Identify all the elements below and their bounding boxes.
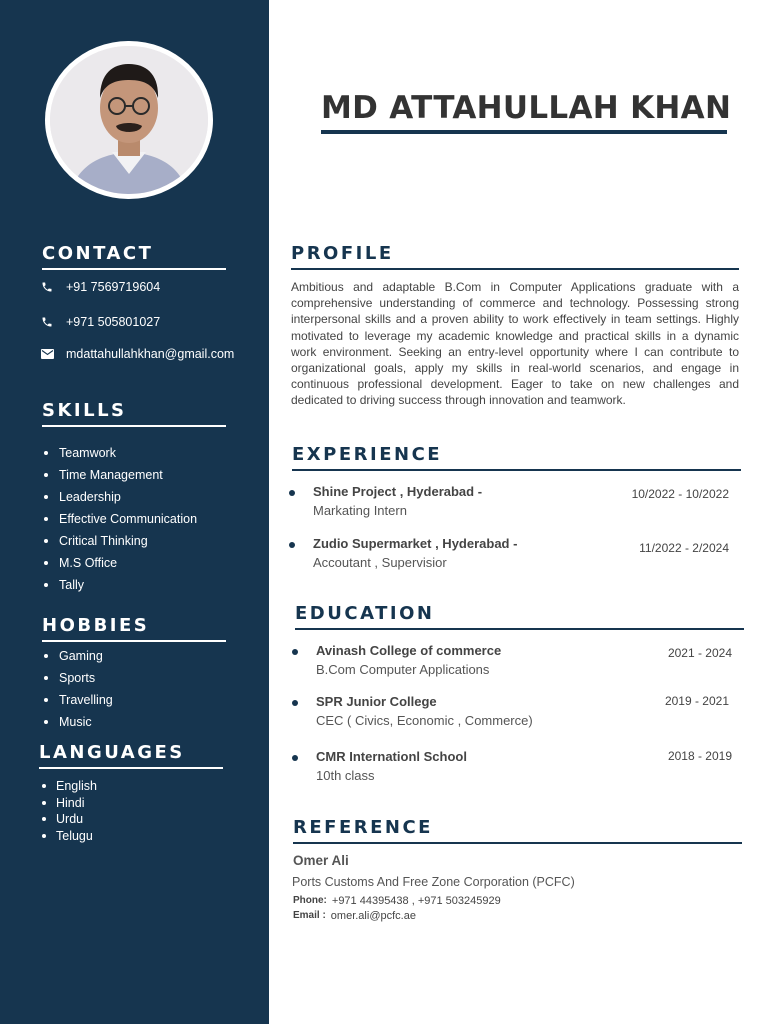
reference-organization: Ports Customs And Free Zone Corporation (PCFC) [292,875,575,889]
contact-phone-2 [41,315,160,329]
experience-role: Accoutant , Supervisior [313,555,447,570]
list-item: Urdu [42,811,97,828]
profile-photo [50,46,208,194]
contact-phone-1 [41,280,160,294]
skills-heading: SKILLS [42,400,226,427]
profile-heading: PROFILE [291,243,739,270]
reference-email-label: Email : [293,910,326,921]
education-degree: 10th class [316,768,375,783]
bullet-icon [292,700,298,706]
reference-email [293,910,416,922]
envelope-icon [41,348,55,360]
bullet-icon [292,755,298,761]
education-school: SPR Junior College [316,694,437,709]
email-text[interactable]: mdattahullahkhan@gmail.com [66,347,235,361]
reference-email-value[interactable]: omer.ali@pcfc.ae [330,910,416,922]
phone-icon [41,316,55,328]
main-content [269,0,768,1024]
education-degree: CEC ( Civics, Economic , Commerce) [316,713,533,728]
reference-phone-value[interactable]: +971 44395438 , +971 503245929 [331,895,501,907]
list-item: Hindi [42,795,97,812]
reference-phone-label: Phone: [293,895,327,906]
experience-role: Markating Intern [313,503,407,518]
bullet-icon [289,542,295,548]
hobbies-heading: HOBBIES [42,615,226,642]
education-degree: B.Com Computer Applications [316,662,490,677]
list-item: Gaming [44,645,113,667]
bullet-icon [292,649,298,655]
languages-heading: LANGUAGES [39,742,223,769]
profile-photo-frame [45,41,213,199]
education-years: 2021 - 2024 [667,646,732,660]
contact-email [41,347,234,361]
reference-name: Omer Ali [293,853,349,868]
education-heading: EDUCATION [295,603,744,630]
reference-phone [293,895,501,907]
experience-heading: EXPERIENCE [292,444,741,471]
contact-heading: CONTACT [42,243,226,270]
list-item: Critical Thinking [44,530,197,552]
list-item: M.S Office [44,552,197,574]
list-item: Travelling [44,689,113,711]
list-item: Teamwork [44,442,197,464]
reference-heading: REFERENCE [293,817,742,844]
education-school: CMR Internationl School [316,749,467,764]
list-item: Time Management [44,464,197,486]
phone-1-text[interactable]: +91 7569719604 [66,280,161,294]
education-years: 2018 - 2019 [667,749,732,763]
phone-icon [41,281,55,293]
list-item: Telugu [42,828,97,845]
skills-list [44,442,197,596]
list-item: Leadership [44,486,197,508]
phone-2-text[interactable]: +971 505801027 [66,315,161,329]
profile-summary: Ambitious and adaptable B.Com in Computer Applications graduate with a comprehensive understanding of commerce and technology. Possessing strong interpersonal skills and a proven ability to work effectively in team settings. Highly motivated to leverage my academic knowledge and practical skills in a dynamic work environment. Seeking an entry-level opportunity where I can contribute to organizational goals, apply my skills in real-world scenarios, and engage in continuous professional development. Eager to take on new challenges and dedicated to driving success through innovation and teamwork. [291,280,739,408]
profile-photo-image [50,46,208,194]
experience-dates: 11/2022 - 2/2024 [639,541,729,555]
sidebar [0,0,269,1024]
experience-dates: 10/2022 - 10/2022 [631,487,729,501]
candidate-name: MD ATTAHULLAH KHAN [321,90,727,134]
experience-title: Shine Project , Hyderabad - [313,484,483,499]
bullet-icon [289,490,295,496]
languages-list [42,778,97,844]
education-school: Avinash College of commerce [316,643,502,658]
list-item: Sports [44,667,113,689]
hobbies-list [44,645,113,733]
list-item: Tally [44,574,197,596]
list-item: English [42,778,97,795]
experience-title: Zudio Supermarket , Hyderabad - [313,536,518,551]
education-years: 2019 - 2021 [664,694,729,708]
list-item: Effective Communication [44,508,197,530]
list-item: Music [44,711,113,733]
